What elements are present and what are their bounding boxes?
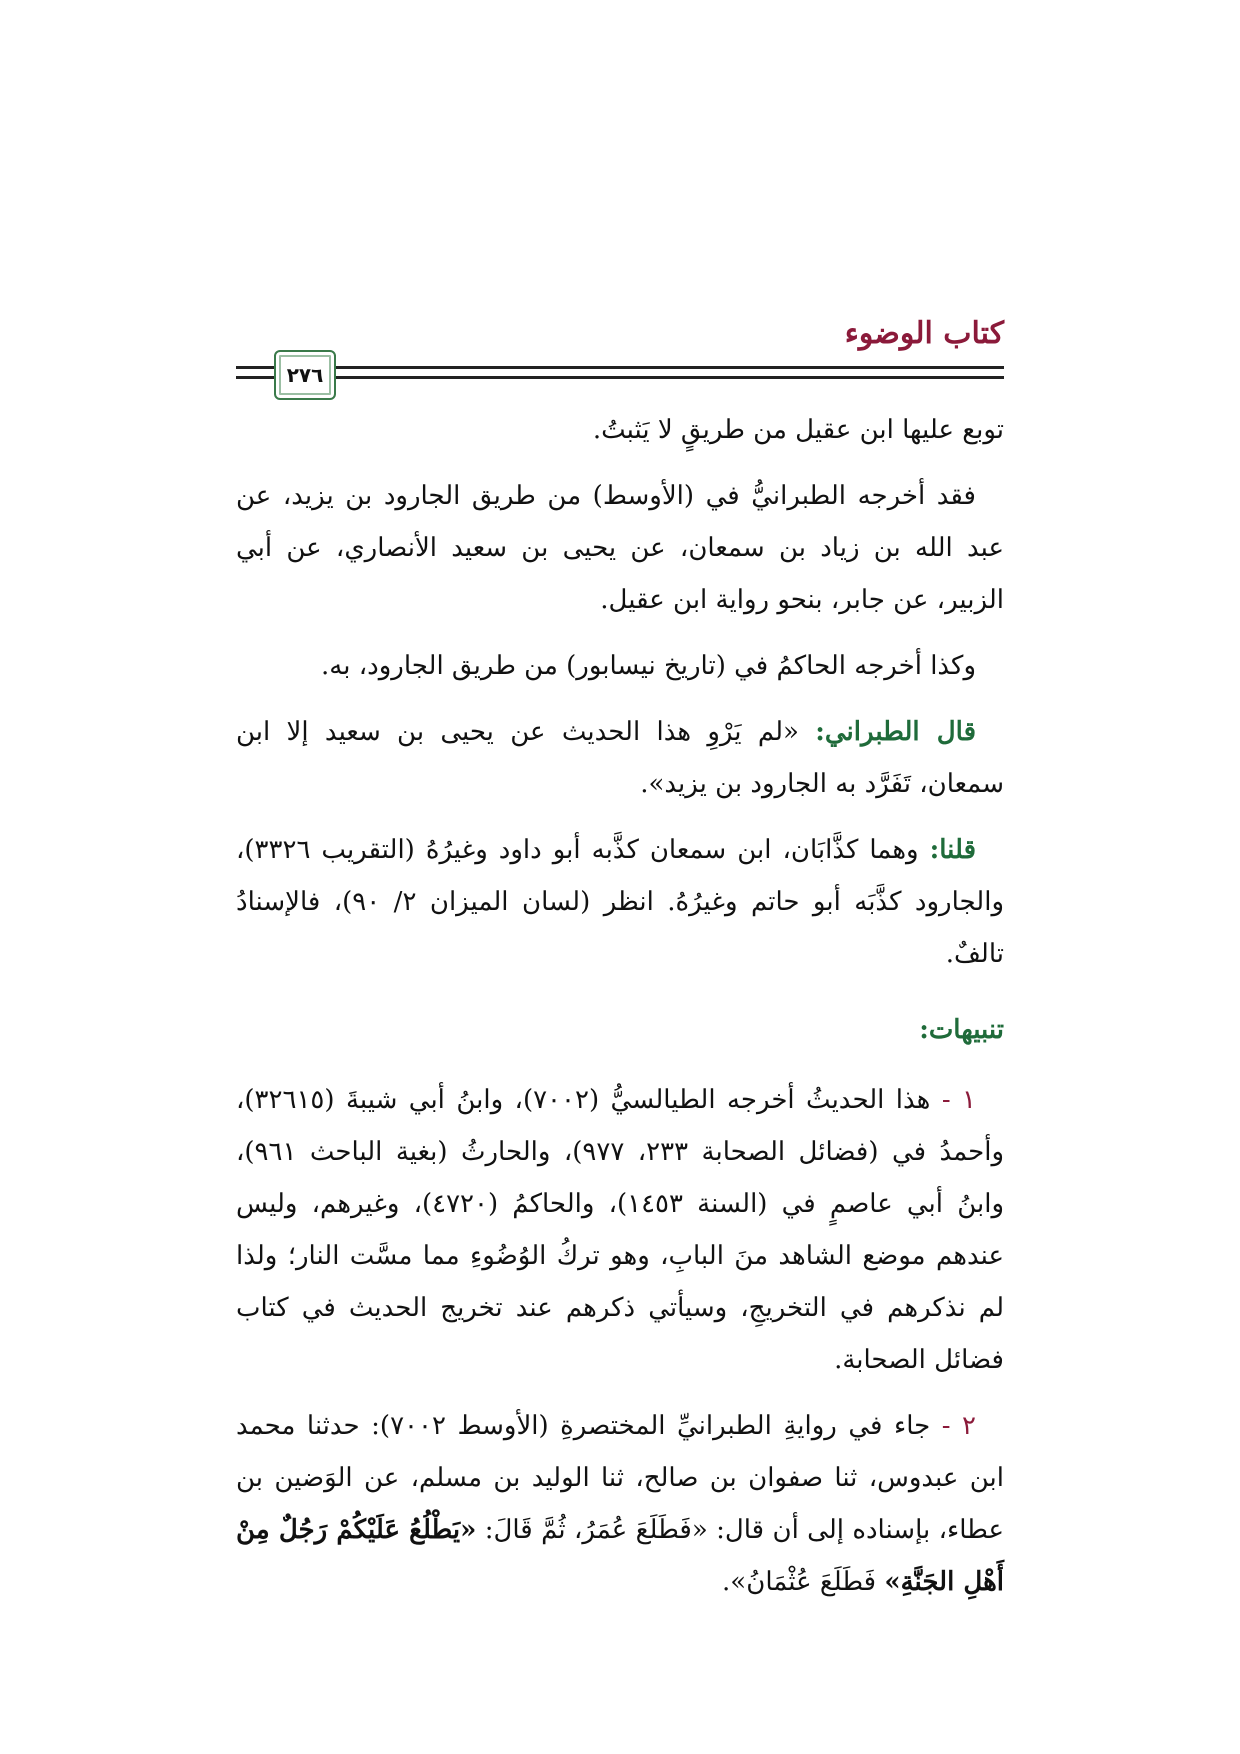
note-1-text: هذا الحديثُ أخرجه الطيالسيُّ (٧٠٠٢)، وابنُ أبي شيبةَ (٣٢٦١٥)، وأحمدُ في (فضائل الصحابة ٢٣٣، ٩٧٧)، والحارثُ (بغية الباحث ٩٦١)، وابنُ أبي عاصمٍ في (السنة ١٤٥٣)، والحاكمُ (٤٧٢٠)، وغيرهم، وليس عندهم موضع الشاهد منَ البابِ، وهو تركُ الوُضُوءِ مما مسَّت النار؛ ولذا لم نذكرهم في التخريجِ، وسيأتي ذكرهم عند تخريج الحديث في كتاب فضائل الصحابة. — [236, 1085, 1005, 1375]
tabarani-quote-text: «لم يَرْوِ هذا الحديث عن يحيى بن سعيد إلا ابن سمعان، تَفَرَّد به الجارود بن يزيد». — [236, 717, 1004, 799]
page-number-badge: ٢٧٦ — [274, 350, 336, 400]
header-rule-bottom — [236, 376, 1004, 379]
book-title: كتاب الوضوء — [844, 316, 1004, 351]
note-2-hadith: «يَطْلُعُ عَلَيْكُمْ رَجُلٌ مِنْ أَهْلِ الجَنَّةِ» — [236, 1515, 1004, 1597]
paragraph-4 — [236, 706, 1004, 810]
note-1-number: ١ - — [941, 1085, 976, 1115]
note-2-number: ٢ - — [941, 1411, 977, 1441]
page-body — [236, 404, 1004, 1622]
paragraph-3: وكذا أخرجه الحاكمُ في (تاريخ نيسابور) من طريق الجارود، به. — [321, 651, 976, 681]
note-2-text-a: جاء في روايةِ الطبرانيِّ المختصرةِ (الأوسط ٧٠٠٢): حدثنا محمد ابن عبدوس، ثنا صفوان بن صالح، ثنا الوليد بن مسلم، عن الوَضين بن عطاء، بإسناده إلى أن قال: «فَطَلَعَ عُمَرُ، ثُمَّ قَالَ: — [236, 1411, 1004, 1545]
header-rule-top — [236, 366, 1004, 369]
section-title: تنبيهات: — [919, 1015, 1004, 1045]
our-comment-text: وهما كذَّابَان، ابن سمعان كذَّبه أبو داود وغيرُهُ (التقريب ٣٣٢٦)، والجارود كذَّبَه أبو حاتم وغيرُهُ. انظر (لسان الميزان ٢/ ٩٠)، فالإسنادُ تالفٌ. — [236, 835, 1004, 969]
note-1 — [236, 1074, 1004, 1386]
tabarani-quote-lead: قال الطبراني: — [815, 717, 976, 747]
note-2-text-b: فَطَلَعَ عُثْمَانُ». — [722, 1567, 885, 1597]
paragraph-5 — [236, 824, 1004, 980]
paragraph-2: فقد أخرجه الطبرانيُّ في (الأوسط) من طريق الجارود بن يزيد، عن عبد الله بن زياد بن سمعان، عن يحيى بن سعيد الأنصاري، عن أبي الزبير، عن جابر، بنحو رواية ابن عقيل. — [236, 481, 1004, 615]
our-comment-lead: قلنا: — [929, 835, 976, 865]
note-2 — [236, 1400, 1004, 1608]
paragraph-1: توبع عليها ابن عقيل من طريقٍ لا يَثبتُ. — [592, 415, 1004, 445]
